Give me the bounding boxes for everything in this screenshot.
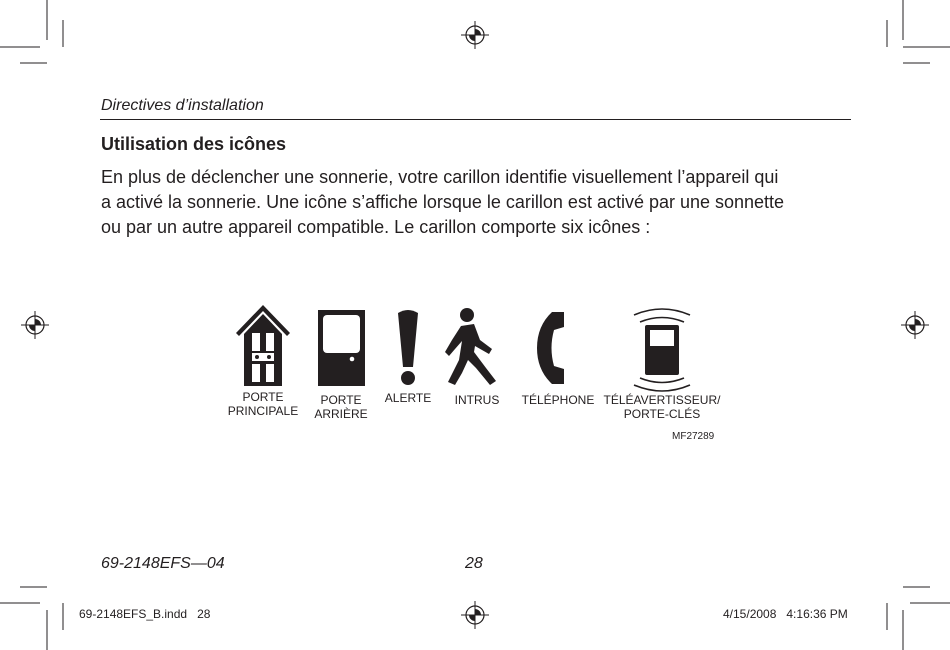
- icon-label-front-door: PORTE PRINCIPALE: [227, 390, 299, 418]
- footer-doc-number: 69-2148EFS—04: [101, 555, 225, 572]
- icon-label-back-door: PORTE ARRIÈRE: [314, 393, 368, 421]
- front-door-icon: [236, 305, 290, 386]
- telephone-icon: [537, 312, 564, 384]
- intruder-icon: [445, 308, 496, 385]
- pager-keychain-icon: [634, 309, 690, 391]
- icon-label-pager-keychain: TÉLÉAVERTISSEUR/ PORTE-CLÉS: [603, 393, 721, 421]
- figure-code: MF27289: [672, 431, 715, 442]
- footer-page-number: 28: [465, 555, 483, 572]
- body-line: ou par un autre appareil compatible. Le carillon comporte six icônes :: [101, 217, 651, 237]
- icon-label-telephone: TÉLÉPHONE: [521, 393, 595, 407]
- slug-file-info: 69-2148EFS_B.indd 28: [79, 607, 211, 621]
- back-door-icon: [318, 310, 365, 386]
- icon-label-alert: ALERTE: [384, 391, 432, 405]
- running-header: Directives d’installation: [101, 97, 264, 114]
- icon-label-intruder: INTRUS: [454, 393, 500, 407]
- body-line: a activé la sonnerie. Une icône s’affiche lorsque le carillon est activé par une sonnette: [101, 192, 785, 212]
- slug-timestamp: 4/15/2008 4:16:36 PM: [723, 607, 848, 621]
- body-line: En plus de déclencher une sonnerie, votre carillon identifie visuellement l’appareil qui: [101, 167, 779, 187]
- section-heading: Utilisation des icônes: [101, 134, 287, 154]
- alert-icon: [398, 310, 418, 385]
